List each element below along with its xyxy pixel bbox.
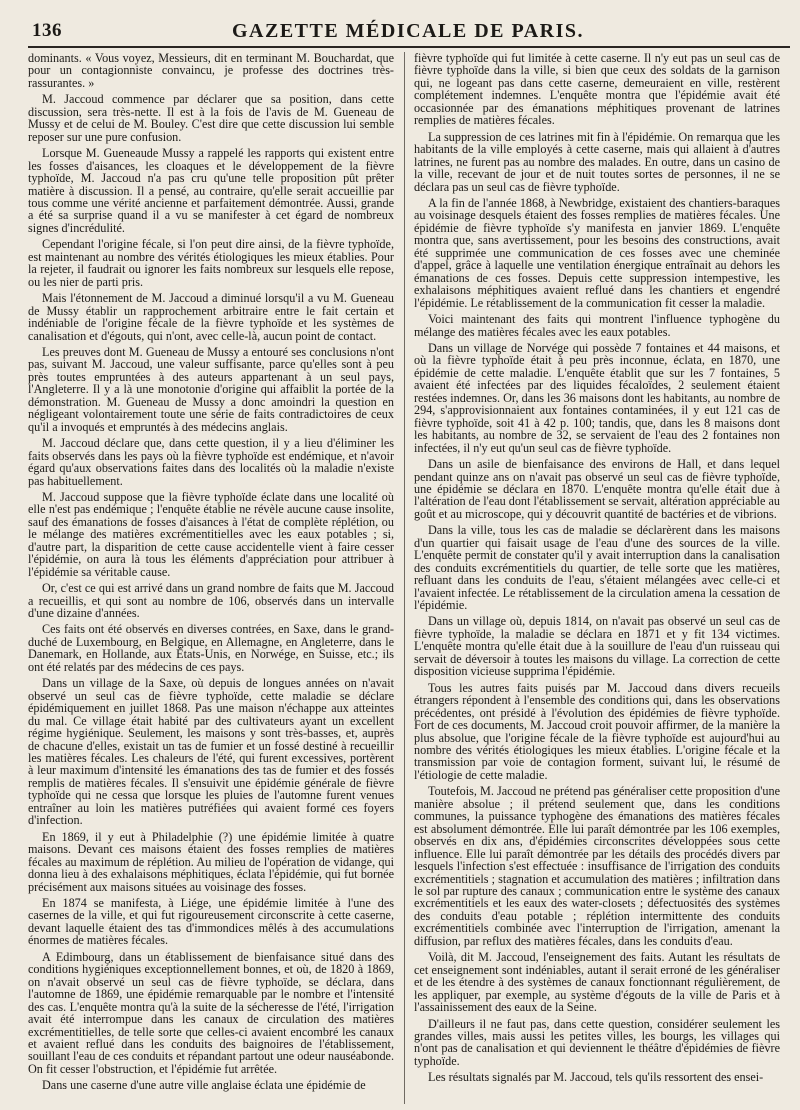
paragraph: Or, c'est ce qui est arrivé dans un grand nombre de faits que M. Jaccoud a recueillis, et qui sont au nombre de 106, observés dans un intervalle d'une dizaine d'années. xyxy=(28,581,394,621)
right-column xyxy=(414,52,780,1104)
paragraph: Lorsque M. Gueneaude Mussy a rappelé les rapports qui existent entre les fosses d'aisances, les cloaques et le développement de la fièvre typhoïde, M. Jaccoud n'a pas cru qu'une telle proposition pût prêter matière à discussion. Il a pensé, au contraire, qu'elle serait accueillie par tous comme une vérité ancienne et parfaitement démontrée. Aussi, grande a été sa surprise quand il a vu se manifester à cet égard de nombreux signes d'incrédulité. xyxy=(28,146,394,235)
paragraph: D'ailleurs il ne faut pas, dans cette question, considérer seulement les grandes villes, mais aussi les petites villes, les bourgs, les villages qui n'ont pas de canalisation et qui deviennent le théâtre d'épidémies de fièvre typhoïde. xyxy=(414,1016,780,1068)
paragraph: La suppression de ces latrines mit fin à l'épidémie. On remarqua que les habitants de la ville employés à cette caserne, mais qui allaient à d'autres latrines, ne furent pas au nombre des malades. En outre, dans un casino de la ville, recevant de jour et de nuit toutes sortes de personnes, il ne se déclara pas un seul cas de fièvre typhoïde. xyxy=(414,129,780,194)
paragraph: Dans un village où, depuis 1814, on n'avait pas observé un seul cas de fièvre typhoïde, la maladie se déclara en 1871 et y fit 134 victimes. L'enquête montra qu'elle était due à la souillure de l'eau d'un ruisseau qui servait de déversoir à toutes les maisons du village. La correction de cette disposition vicieuse supprima l'épidémie. xyxy=(414,614,780,679)
paragraph: En 1869, il y eut à Philadelphie (?) une épidémie limitée à quatre maisons. Devant ces maisons étaient des fosses remplies de matières fécales au maximum de réplétion. Au milieu de l'opération de vidange, qui donna lieu à des exhalaisons méphitiques, éclata l'épidémie, qui fut bornée précisément aux maisons situées au voisinage des fosses. xyxy=(28,829,394,894)
left-column xyxy=(28,52,394,1104)
paragraph: M. Jaccoud suppose que la fièvre typhoïde éclate dans une localité où elle n'est pas endémique ; l'enquête établie ne révèle aucune cause insolite, sauf des émanations de fosses d'aisances à l'état de complète réplétion, ou le mélange des matières excrémentitielles avec les eaux potables ; si, d'autre part, la disparition de cette cause accidentelle vient à faire cesser l'épidémie, on aura là tous les éléments d'appréciation pour attribuer à l'épidémie sa véritable cause. xyxy=(28,489,394,579)
paragraph: Dans une caserne d'une autre ville anglaise éclata une épidémie de xyxy=(42,1078,366,1093)
page-number: 136 xyxy=(32,20,62,41)
paragraph: Dans un asile de bienfaisance des environs de Hall, et dans lequel pendant quinze ans on n'avait pas observé un seul cas de fièvre typhoïde, une épidémie se déclara en 1870. L'enquête montra qu'elle était due à l'altération de l'eau dont l'établissement se servait, altération appréciable au goût et au microscope, qui y découvrit quantité de bactéries et de vibrions. xyxy=(414,457,780,521)
paragraph: Ces faits ont été observés en diverses contrées, en Saxe, dans le grand-duché de Luxembourg, en Belgique, en Allemagne, en Angleterre, dans le Danemark, en Hollande, aux États-Unis, en Norwége, en Suisse, etc.; ils ont été relatés par des médecins de ces pays. xyxy=(28,622,394,674)
paragraph: Dans un village de Norvége qui possède 7 fontaines et 44 maisons, et où la fièvre typhoïde était à peu près inconnue, éclata, en 1870, une épidémie de cette maladie. L'enquête établit que sur les 7 fontaines, 5 avaient été infectées par des liquides fécaloïdes, 2 seulement étaient restées indemnes. Or, dans les 36 maisons dont les habitants, au nombre de 294, s'approvisionnaient aux fontaines contaminées, il y eut 121 cas de fièvre typhoïde, soit 41 à 42 p. 100; tandis, que, dans les 8 maisons dont les habitants, au nombre de 32, se servaient de l'eau des 2 fontaines non infectées, il n'y eut qu'un seul cas de fièvre typhoïde. xyxy=(414,340,780,455)
paragraph: Mais l'étonnement de M. Jaccoud a diminué lorsqu'il a vu M. Gueneau de Mussy établir un rapprochement arbitraire entre le fait certain et indéniable de l'origine fécale de la fièvre typhoïde et les systèmes de canalisation et d'égouts, qui n'ont, avec celle-là, aucun point de contact. xyxy=(28,291,394,343)
paragraph: Cependant l'origine fécale, si l'on peut dire ainsi, de la fièvre typhoïde, est maintenant au nombre des vérités étiologiques les mieux établies. Pour la rejeter, il faudrait ou ignorer les faits nombreux sur lesquels elle repose, ou les nier de parti pris. xyxy=(28,237,394,289)
paragraph: dominants. « Vous voyez, Messieurs, dit en terminant M. Bouchardat, que pour un contagionniste convaincu, je professe des doctrines très-rassurantes. » xyxy=(28,52,394,90)
paragraph: Les preuves dont M. Gueneau de Mussy a entouré ses conclusions n'ont pas, suivant M. Jaccoud, une valeur suffisante, parce qu'elles sont à peu près toutes empruntées à des auteurs appartenant à un seul pays, l'Angleterre. Il y a là une monotonie d'origine qui affaiblit la portée de la démonstration. M. Gueneau de Mussy a donc amoindri la question en négligeant volontairement toute une série de faits contradictoires de ceux qu'il a invoqués et empruntés à des médecins anglais. xyxy=(28,344,394,434)
journal-title: GAZETTE MÉDICALE DE PARIS. xyxy=(231,20,585,42)
paragraph: Tous les autres faits puisés par M. Jaccoud dans divers recueils étrangers répondent à l'ensemble des conditions qui, dans les observations précédentes, ont présidé à l'évolution des épidémies de fièvre typhoïde. Fort de ces documents, M. Jaccoud croit pouvoir affirmer, de la manière la plus absolue, que l'origine fécale de la fièvre typhoïde est aujourd'hui au nombre des vérités étiologiques les mieux établies. L'origine fécale et la transmission par voie de contagion forment, suivant lui, le résumé de l'étiologie de cette maladie. xyxy=(414,680,780,782)
paragraph: En 1874 se manifesta, à Liége, une épidémie limitée à l'une des casernes de la ville, et qui fut rigoureusement circonscrite à cette caserne, devant laquelle étaient des tas d'immondices mêlés à des accumulations énormes de matières fécales. xyxy=(28,896,394,948)
paragraph: M. Jaccoud commence par déclarer que sa position, dans cette discussion, sera très-nette. Il est à la fois de l'avis de M. Gueneau de Mussy et de celui de M. Bouley. C'est dire que cette discussion lui semble reposer sur une pure confusion. xyxy=(28,92,394,144)
paragraph: Les résultats signalés par M. Jaccoud, tels qu'ils ressortent des ensei- xyxy=(428,1070,764,1085)
paragraph: fièvre typhoïde qui fut limitée à cette caserne. Il n'y eut pas un seul cas de fièvre typhoïde dans la ville, si bien que ceux des soldats de la garnison qui, ne logeant pas dans cette caserne, demeuraient en ville, restèrent complétement indemnes. L'enquête montra que l'épidémie avait été occasionnée par des émanations méphitiques provenant de latrines remplies de matières fécales. xyxy=(414,52,780,128)
column-divider xyxy=(404,52,405,1104)
paragraph: Voilà, dit M. Jaccoud, l'enseignement des faits. Autant les résultats de cet enseignement sont indéniables, autant il serait erroné de les généraliser et de les étendre à des systèmes de canaux fonctionnant régulièrement, de les appliquer, par exemple, au système d'égouts de la ville de Paris et à l'assainissement des eaux de la Seine. xyxy=(414,950,780,1015)
paragraph: Toutefois, M. Jaccoud ne prétend pas généraliser cette proposition d'une manière absolue ; il prétend seulement que, dans les conditions communes, la puissance typhogène des émanations des matières fécales est absolument démontrée. Elle lui paraît démontrée par les 106 exemples, observés en dix ans, d'épidémies circonscrites développées sous cette influence. Elle lui paraît démontrée par les détails des procédés divers par lesquels l'infection s'est effectuée : insuffisance de l'irrigation des conduits excrémentitiels ; stagnation et accumulation des matières ; infiltration dans le sol par rupture des canaux ; communication entre le système des canaux excrémentitiels et les eaux des water-closets ; défectuosités des systèmes des conduits d'eau potable ; réplétion intermittente des conduits excrémentitiels combinée avec l'interruption de l'irrigation, amenant la diffusion, par reflux des matières fécales, dans les conduits d'eau. xyxy=(414,784,780,948)
page-header xyxy=(28,14,788,44)
paragraph: M. Jaccoud déclare que, dans cette question, il y a lieu d'éliminer les faits observés dans les pays où la fièvre typhoïde est endémique, et n'avoir égard qu'aux observations faites dans des localités où la maladie n'existe pas habituellement. xyxy=(28,436,394,488)
paragraph: A la fin de l'année 1868, à Newbridge, existaient des chantiers-baraques au voisinage desquels étaient des fosses remplies de matières fécales. Une épidémie de fièvre typhoïde s'y manifesta en janvier 1869. L'enquête montra que, sans avertissement, pour les besoins des constructions, avait été supprimée une communication de ces fosses avec une cheminée d'appel, grâce à laquelle une ventilation énergique entraînait au dehors les émanations de ces fosses. Depuis cette suppression intempestive, les exhalaisons méphitiques avaient reflué dans les chantiers et engendré l'épidémie. Le rétablissement de la communication fit cesser la maladie. xyxy=(414,195,780,310)
header-rule xyxy=(28,46,790,48)
paragraph: Dans la ville, tous les cas de maladie se déclarèrent dans les maisons d'un quartier qui faisait usage de l'eau d'une des sources de la ville. L'enquête permit de constater qu'il y avait interruption dans la canalisation des conduits excrémentitiels du quartier, de telle sorte que les matières, refluant dans les conduits de l'eau, s'étaient mélangées avec celle-ci et l'avaient infectée. Le rétablissement de la circulation amena la cessation de l'épidémie. xyxy=(414,523,780,613)
paragraph: Voici maintenant des faits qui montrent l'influence typhogène du mélange des matières fécales avec les eaux potables. xyxy=(414,312,780,339)
paragraph: A Edimbourg, dans un établissement de bienfaisance situé dans des conditions hygiéniques exceptionnellement bonnes, et où, de 1820 à 1869, on n'avait observé un seul cas de fièvre typhoïde, se déclara, dans l'automne de 1869, une épidémie remarquable par le nombre et l'intensité des cas. L'enquête montra qu'à la suite de la sécheresse de l'été, l'irrigation avait été interrompue dans les canaux de circulation des matières excrémentitielles, de telle sorte que celles-ci avaient encombré les canaux et avaient reflué dans les conduits des baignoires de l'établissement, souillant l'eau de ces conduits et répandant partout une odeur nauséabonde. On fit cesser l'obstruction, et l'épidémie fut arrêtée. xyxy=(28,949,394,1076)
paragraph: Dans un village de la Saxe, où depuis de longues années on n'avait observé un seul cas de fièvre typhoïde, cette maladie se déclare épidémiquement en juillet 1868. Pas une maison n'échappe aux atteintes du mal. Ce village était habité par des cultivateurs ayant un excellent régime hygiénique. Seulement, les maisons y sont très-basses, et, auprès de chacune d'elles, existait un tas de fumier et un fossé destiné à recueillir les matières fécales. Les chaleurs de l'été, qui furent excessives, portèrent à leur maximum d'intensité les émanations des tas de fumier et des fossés remplis de matières fécales. Il s'ensuivit une épidémie générale de fièvre typhoïde qui ne cessa que lorsque les pluies de l'automne furent venues entraîner au loin les matières putréfiées qui avaient formé ces foyers d'infection. xyxy=(28,676,394,828)
